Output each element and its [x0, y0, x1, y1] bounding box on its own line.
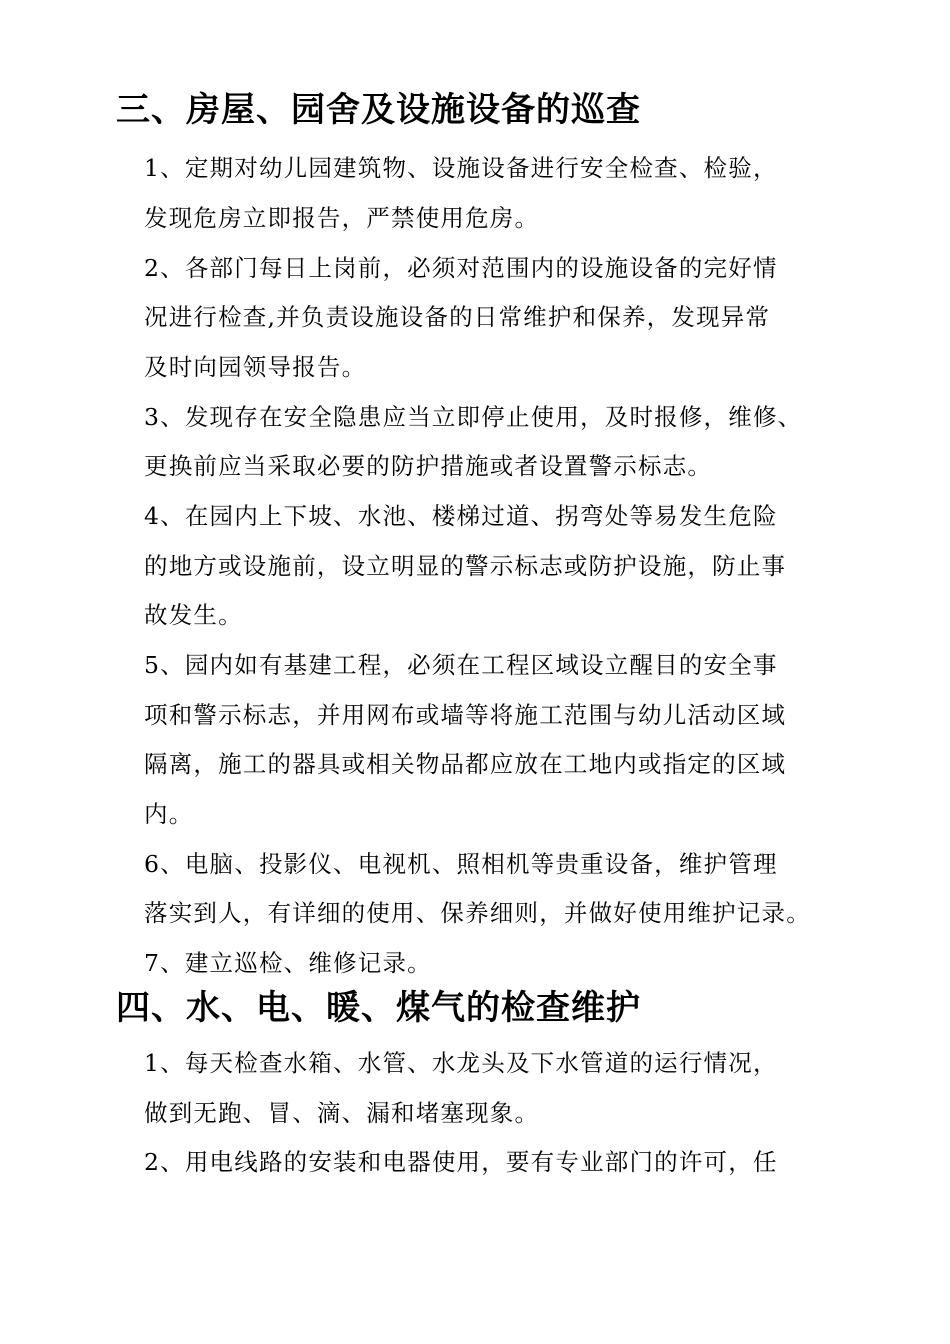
paragraph-line: 1、每天检查水箱、水管、水龙头及下水管道的运行情况，	[144, 1049, 778, 1077]
paragraph-line: 3、发现存在安全隐患应当立即停止使用，及时报修，维修、	[144, 403, 803, 431]
paragraph-line: 做到无跑、冒、滴、漏和堵塞现象。	[144, 1099, 540, 1127]
section-3-heading: 三、房屋、园舍及设施设备的巡查	[116, 90, 641, 130]
section-4-heading: 四、水、电、暖、煤气的检查维护	[116, 988, 641, 1028]
paragraph-line: 隔离，施工的器具或相关物品都应放在工地内或指定的区域	[144, 750, 787, 778]
paragraph-line: 7、建立巡检、维修记录。	[144, 949, 432, 977]
paragraph-line: 故发生。	[144, 601, 243, 629]
paragraph-line: 的地方或设施前，设立明显的警示标志或防护设施，防止事	[144, 552, 787, 580]
paragraph-line: 内。	[144, 800, 194, 828]
paragraph-line: 4、在园内上下坡、水池、楼梯过道、拐弯处等易发生危险	[144, 502, 778, 530]
paragraph-line: 及时向园领导报告。	[144, 353, 367, 381]
paragraph-line: 6、电脑、投影仪、电视机、照相机等贵重设备，维护管理	[144, 850, 778, 878]
paragraph-line: 落实到人，有详细的使用、保养细则，并做好使用维护记录。	[144, 899, 811, 927]
paragraph-line: 况进行检查,并负责设施设备的日常维护和保养，发现异常	[144, 303, 771, 331]
paragraph-line: 1、定期对幼儿园建筑物、设施设备进行安全检查、检验，	[144, 154, 778, 182]
paragraph-line: 5、园内如有基建工程，必须在工程区域设立醒目的安全事	[144, 651, 778, 679]
paragraph-line: 发现危房立即报告，严禁使用危房。	[144, 204, 540, 232]
paragraph-line: 2、各部门每日上岗前，必须对范围内的设施设备的完好情	[144, 254, 778, 282]
paragraph-line: 项和警示标志，并用网布或墙等将施工范围与幼儿活动区域	[144, 701, 787, 729]
paragraph-line: 2、用电线路的安装和电器使用，要有专业部门的许可，任	[144, 1148, 778, 1176]
paragraph-line: 更换前应当采取必要的防护措施或者设置警示标志。	[144, 452, 713, 480]
